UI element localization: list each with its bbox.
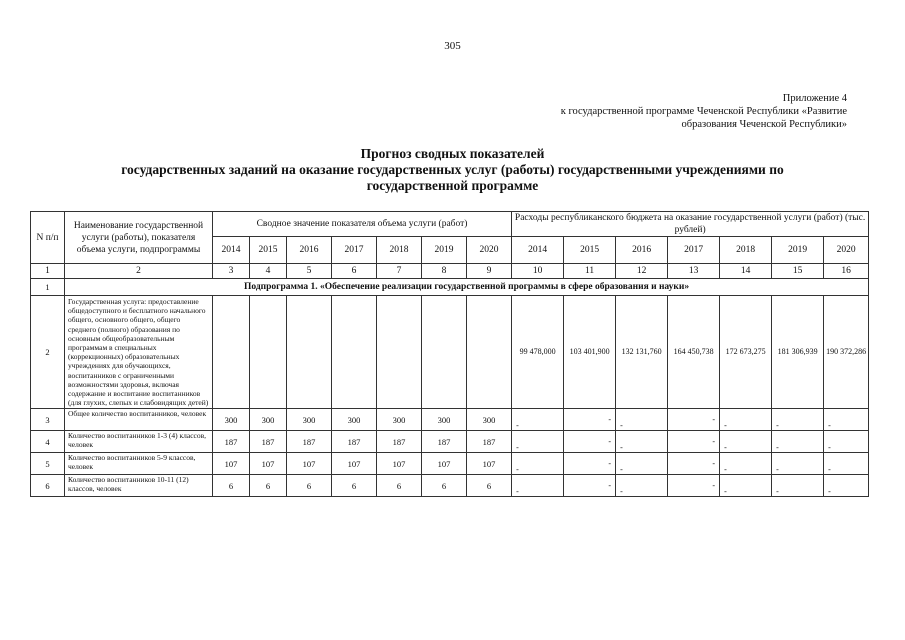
appendix-line-1: Приложение 4	[782, 93, 847, 104]
column-number: 11	[564, 264, 616, 279]
expense-dash: -	[824, 409, 869, 431]
expense-dash: -	[668, 431, 720, 453]
volume-value: 187	[213, 431, 250, 453]
indicator-name: Количество воспитанников 1-3 (4) классов, человек	[65, 431, 213, 453]
document-title	[40, 146, 865, 194]
expense-value: 103 401,900	[564, 296, 616, 409]
column-number: 12	[616, 264, 668, 279]
title-line-3: государственной программе	[366, 178, 539, 193]
volume-value: 6	[467, 475, 512, 497]
indicator-name: Количество воспитанников 10-11 (12) классов, человек	[65, 475, 213, 497]
forecast-table	[30, 211, 869, 497]
column-number: 1	[31, 264, 65, 279]
expense-dash: -	[512, 453, 564, 475]
year-header-vol: 2019	[422, 237, 467, 264]
column-number: 15	[772, 264, 824, 279]
row-number: 6	[31, 475, 65, 497]
expense-value: 99 478,000	[512, 296, 564, 409]
service-row	[31, 296, 869, 409]
year-header-exp: 2015	[564, 237, 616, 264]
volume-value: 6	[287, 475, 332, 497]
expense-dash: -	[616, 431, 668, 453]
appendix-line-3: образования Чеченской Республики»	[681, 119, 847, 130]
year-header-exp: 2018	[720, 237, 772, 264]
volume-value: 300	[287, 409, 332, 431]
column-number: 5	[287, 264, 332, 279]
volume-value: 187	[422, 431, 467, 453]
volume-cell-empty	[213, 296, 250, 409]
volume-value: 107	[213, 453, 250, 475]
volume-value: 6	[332, 475, 377, 497]
year-header-exp: 2014	[512, 237, 564, 264]
volume-cell-empty	[467, 296, 512, 409]
expense-dash: -	[720, 475, 772, 497]
row-number: 1	[31, 279, 65, 296]
column-number: 4	[250, 264, 287, 279]
year-header-exp: 2019	[772, 237, 824, 264]
expense-dash: -	[564, 409, 616, 431]
row-number: 2	[31, 296, 65, 409]
volume-cell-empty	[332, 296, 377, 409]
column-number: 13	[668, 264, 720, 279]
expense-dash: -	[772, 475, 824, 497]
volume-value: 300	[332, 409, 377, 431]
column-number: 9	[467, 264, 512, 279]
year-header-exp: 2016	[616, 237, 668, 264]
volume-value: 107	[250, 453, 287, 475]
indicator-name: Общее количество воспитанников, человек	[65, 409, 213, 431]
volume-value: 107	[287, 453, 332, 475]
volume-value: 6	[213, 475, 250, 497]
volume-cell-empty	[250, 296, 287, 409]
indicator-row	[31, 409, 869, 431]
indicator-name: Количество воспитанников 5-9 классов, человек	[65, 453, 213, 475]
volume-value: 187	[377, 431, 422, 453]
expense-dash: -	[616, 453, 668, 475]
expense-value: 172 673,275	[720, 296, 772, 409]
expense-dash: -	[720, 409, 772, 431]
expense-dash: -	[616, 475, 668, 497]
year-header-exp: 2020	[824, 237, 869, 264]
volume-value: 187	[332, 431, 377, 453]
column-number-row	[31, 264, 869, 279]
volume-value: 300	[213, 409, 250, 431]
expense-dash: -	[668, 453, 720, 475]
expense-dash: -	[668, 475, 720, 497]
expense-dash: -	[824, 453, 869, 475]
row-number: 5	[31, 453, 65, 475]
column-number: 16	[824, 264, 869, 279]
service-name: Государственная услуга: предоставление общедоступного и бесплатного начального общего, основного общего, общего среднего (полного) образования по основным общеобразовательным программам в специальных (коррекционных) образовательных учреждениях для обучающихся, воспитанников с ограниченными возможностями здоровья, включая содержание и воспитание воспитанников (для глухих, слепых и слабовидящих детей)	[65, 296, 213, 409]
indicator-row	[31, 475, 869, 497]
column-number: 10	[512, 264, 564, 279]
header-n: N п/п	[31, 212, 65, 264]
title-line-2: государственных заданий на оказание государственных услуг (работы) государственными учреждениями по	[121, 162, 784, 177]
expense-dash: -	[564, 431, 616, 453]
column-number: 7	[377, 264, 422, 279]
expense-dash: -	[772, 453, 824, 475]
volume-value: 6	[250, 475, 287, 497]
page-number: 305	[444, 40, 461, 52]
year-header-vol: 2020	[467, 237, 512, 264]
volume-value: 187	[250, 431, 287, 453]
expense-value: 132 131,760	[616, 296, 668, 409]
volume-value: 187	[467, 431, 512, 453]
column-number: 6	[332, 264, 377, 279]
expense-dash: -	[824, 475, 869, 497]
expense-dash: -	[512, 409, 564, 431]
volume-value: 107	[422, 453, 467, 475]
column-number: 3	[213, 264, 250, 279]
row-number: 4	[31, 431, 65, 453]
expense-dash: -	[772, 431, 824, 453]
volume-cell-empty	[377, 296, 422, 409]
indicator-row	[31, 453, 869, 475]
expense-dash: -	[512, 431, 564, 453]
expense-value: 190 372,286	[824, 296, 869, 409]
volume-value: 6	[422, 475, 467, 497]
expense-dash: -	[668, 409, 720, 431]
appendix-note	[561, 92, 847, 131]
column-number: 2	[65, 264, 213, 279]
year-header-vol: 2017	[332, 237, 377, 264]
expense-dash: -	[616, 409, 668, 431]
subprogram-row	[31, 279, 869, 296]
expense-dash: -	[720, 453, 772, 475]
year-header-vol: 2018	[377, 237, 422, 264]
year-header-vol: 2014	[213, 237, 250, 264]
volume-cell-empty	[422, 296, 467, 409]
expense-dash: -	[772, 409, 824, 431]
column-number: 14	[720, 264, 772, 279]
expense-value: 181 306,939	[772, 296, 824, 409]
header-row	[31, 212, 869, 237]
column-number: 8	[422, 264, 467, 279]
volume-cell-empty	[287, 296, 332, 409]
volume-value: 107	[332, 453, 377, 475]
expense-dash: -	[720, 431, 772, 453]
volume-value: 300	[422, 409, 467, 431]
expense-dash: -	[564, 453, 616, 475]
header-expenses: Расходы республиканского бюджета на оказание государственной услуги (работ) (тыс. рублей)	[512, 212, 869, 237]
indicator-row	[31, 431, 869, 453]
volume-value: 300	[467, 409, 512, 431]
subprogram-title: Подпрограмма 1. «Обеспечение реализации государственной программы в сфере образования и науки»	[65, 279, 869, 296]
volume-value: 187	[287, 431, 332, 453]
year-header-vol: 2015	[250, 237, 287, 264]
appendix-line-2: к государственной программе Чеченской Республики «Развитие	[560, 106, 847, 117]
header-name: Наименование государственной услуги (работы), показателя объема услуги, подпрограммы	[65, 212, 213, 264]
title-line-1: Прогноз сводных показателей	[360, 146, 545, 161]
row-number: 3	[31, 409, 65, 431]
volume-value: 300	[250, 409, 287, 431]
expense-dash: -	[564, 475, 616, 497]
header-volume: Сводное значение показателя объема услуги (работ)	[213, 212, 512, 237]
volume-value: 107	[377, 453, 422, 475]
expense-dash: -	[824, 431, 869, 453]
expense-dash: -	[512, 475, 564, 497]
year-header-vol: 2016	[287, 237, 332, 264]
volume-value: 107	[467, 453, 512, 475]
expense-value: 164 450,738	[668, 296, 720, 409]
volume-value: 300	[377, 409, 422, 431]
year-header-exp: 2017	[668, 237, 720, 264]
volume-value: 6	[377, 475, 422, 497]
